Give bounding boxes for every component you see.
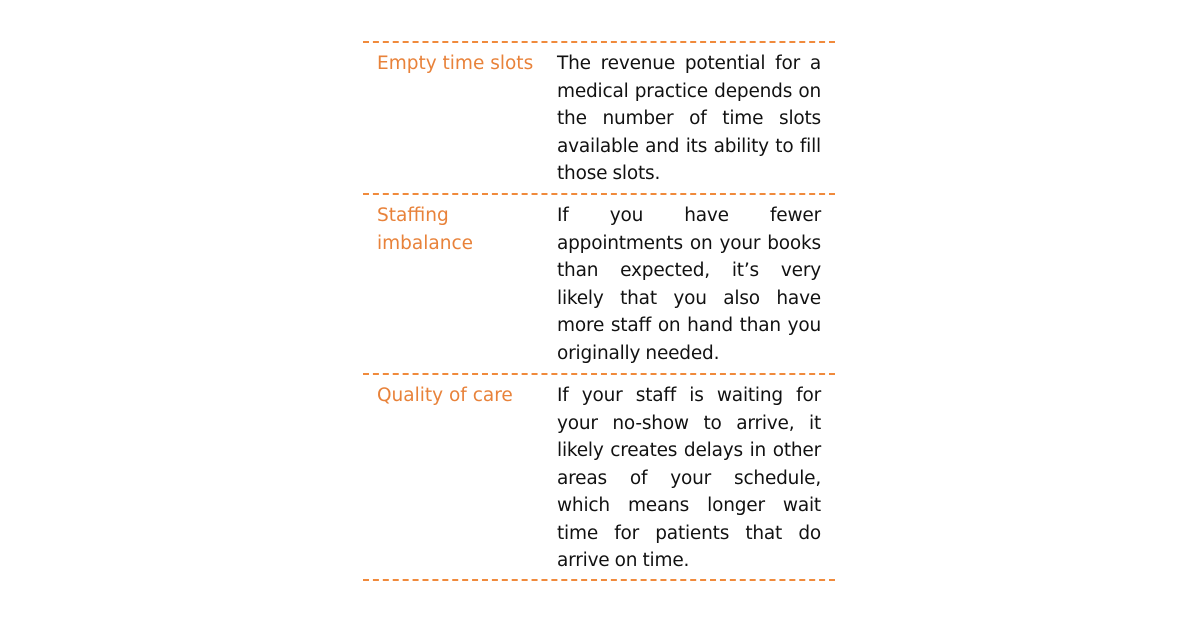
row-description: If you have fewer appointments on your books than expected, it’s very likely that you also have more staff on hand than you originally needed. xyxy=(557,205,821,364)
no-show-impact-table xyxy=(363,41,835,581)
row-description: If your staff is waiting for your no-show to arrive, it likely creates delays in other areas of your schedule, which means longer wait time for patients that do arrive on time. xyxy=(557,385,821,571)
row-label: Empty time slots xyxy=(377,53,534,74)
table-row xyxy=(363,43,835,193)
table-row xyxy=(363,375,835,579)
table-row xyxy=(363,195,835,373)
row-label: Staffing imbalance xyxy=(377,205,473,254)
row-label: Quality of care xyxy=(377,385,513,406)
divider xyxy=(363,579,835,581)
row-description: The revenue potential for a medical practice depends on the number of time slots available and its ability to fill those slots. xyxy=(557,53,821,184)
